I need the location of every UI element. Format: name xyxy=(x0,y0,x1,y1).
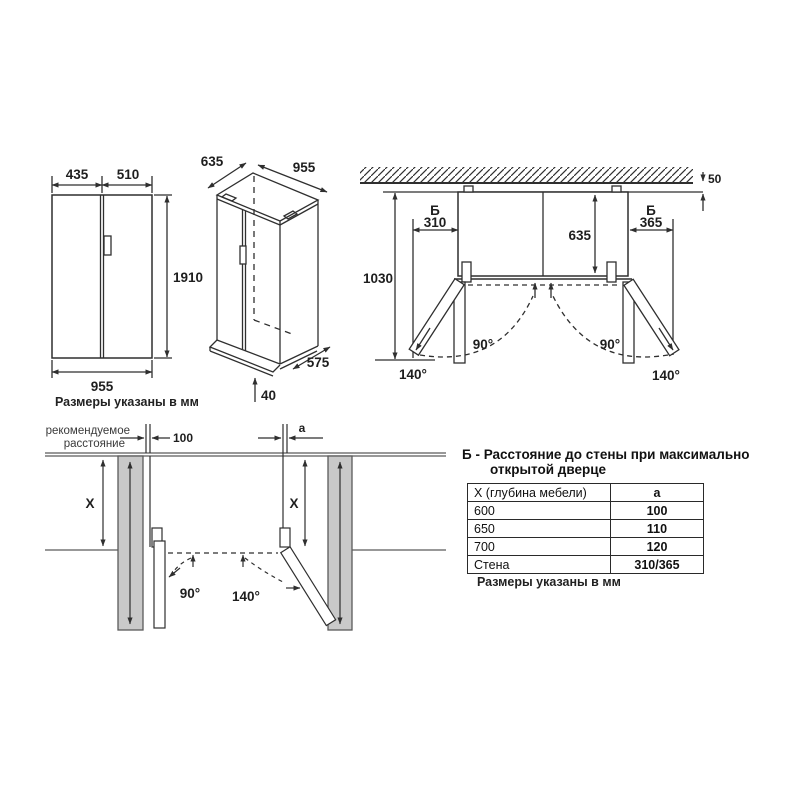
wall-spacer-left xyxy=(464,186,473,192)
dim-iso-base-height: 40 xyxy=(261,388,277,403)
dim-iso-base-depth: 575 xyxy=(306,355,330,370)
door-handle xyxy=(104,236,111,255)
table-header-a: а xyxy=(611,484,704,502)
niche-angle-90: 90° xyxy=(179,586,201,601)
top-view-diagram xyxy=(350,155,795,395)
cell-depth-600: 600 xyxy=(468,502,611,520)
dim-open-depth: 1030 xyxy=(362,271,394,286)
cell-a-650: 110 xyxy=(611,520,704,538)
cell-a-700: 120 xyxy=(611,538,704,556)
niche-arc-right xyxy=(245,558,283,582)
units-note-bottom: Размеры указаны в мм xyxy=(477,575,621,589)
hinge-right xyxy=(607,262,616,282)
recommended-distance-line2: расстояние xyxy=(63,438,125,450)
hinge-left xyxy=(462,262,471,282)
table-header-depth: Х (глубина мебели) xyxy=(468,484,611,502)
wall-hatch xyxy=(360,167,693,183)
niche-view-diagram xyxy=(40,416,452,656)
dim-niche-gap: 100 xyxy=(173,431,194,445)
table-row xyxy=(468,520,704,538)
table-row xyxy=(468,538,704,556)
table-header-row xyxy=(468,484,704,502)
cell-a-600: 100 xyxy=(611,502,704,520)
dim-niche-a: a xyxy=(298,421,306,435)
legend-title xyxy=(462,447,762,477)
table-row xyxy=(468,556,704,574)
legend-title-line1: Б - Расстояние до стены при максимально xyxy=(462,447,750,462)
label-b-left: Б xyxy=(430,203,440,218)
iso-view-diagram xyxy=(192,150,347,412)
wall-spacer-right xyxy=(612,186,621,192)
fridge-front-outline xyxy=(52,195,152,358)
dim-front-left-width: 435 xyxy=(65,167,89,182)
dim-front-total-width: 955 xyxy=(90,379,114,394)
door-handle-iso xyxy=(240,246,246,264)
dim-front-height: 1910 xyxy=(173,270,204,285)
table-row xyxy=(468,502,704,520)
label-b-right: Б xyxy=(646,203,656,218)
depth-clearance-table xyxy=(467,483,704,574)
angle-left-90: 90° xyxy=(472,337,494,352)
cell-a-wall: 310/365 xyxy=(611,556,704,574)
recommended-distance-line1: рекомендуемое xyxy=(45,425,130,437)
cell-depth-wall: Стена xyxy=(468,556,611,574)
niche-hinge-right xyxy=(280,528,290,547)
legend-title-line2: открытой дверце xyxy=(490,462,607,477)
dim-x-right: X xyxy=(289,496,299,511)
angle-right-90: 90° xyxy=(599,337,621,352)
dim-iso-width: 955 xyxy=(292,160,316,175)
cell-depth-650: 650 xyxy=(468,520,611,538)
dim-x-left: X xyxy=(85,496,95,511)
dim-front-right-width: 510 xyxy=(116,167,140,182)
angle-right-140: 140° xyxy=(652,368,680,383)
niche-angle-140: 140° xyxy=(232,589,260,604)
angle-left-140: 140° xyxy=(399,367,427,382)
dim-wall-gap: 50 xyxy=(708,172,722,186)
niche-door-left-90 xyxy=(154,541,165,628)
front-view-diagram xyxy=(40,158,215,416)
dim-iso-depth: 635 xyxy=(200,154,224,169)
dim-door-depth: 635 xyxy=(568,228,591,243)
body-bottom-front xyxy=(217,340,280,364)
units-note-top: Размеры указаны в мм xyxy=(55,395,199,409)
cell-depth-700: 700 xyxy=(468,538,611,556)
dim-b-left: 310 xyxy=(423,215,447,230)
dim-b-right: 365 xyxy=(639,215,663,230)
